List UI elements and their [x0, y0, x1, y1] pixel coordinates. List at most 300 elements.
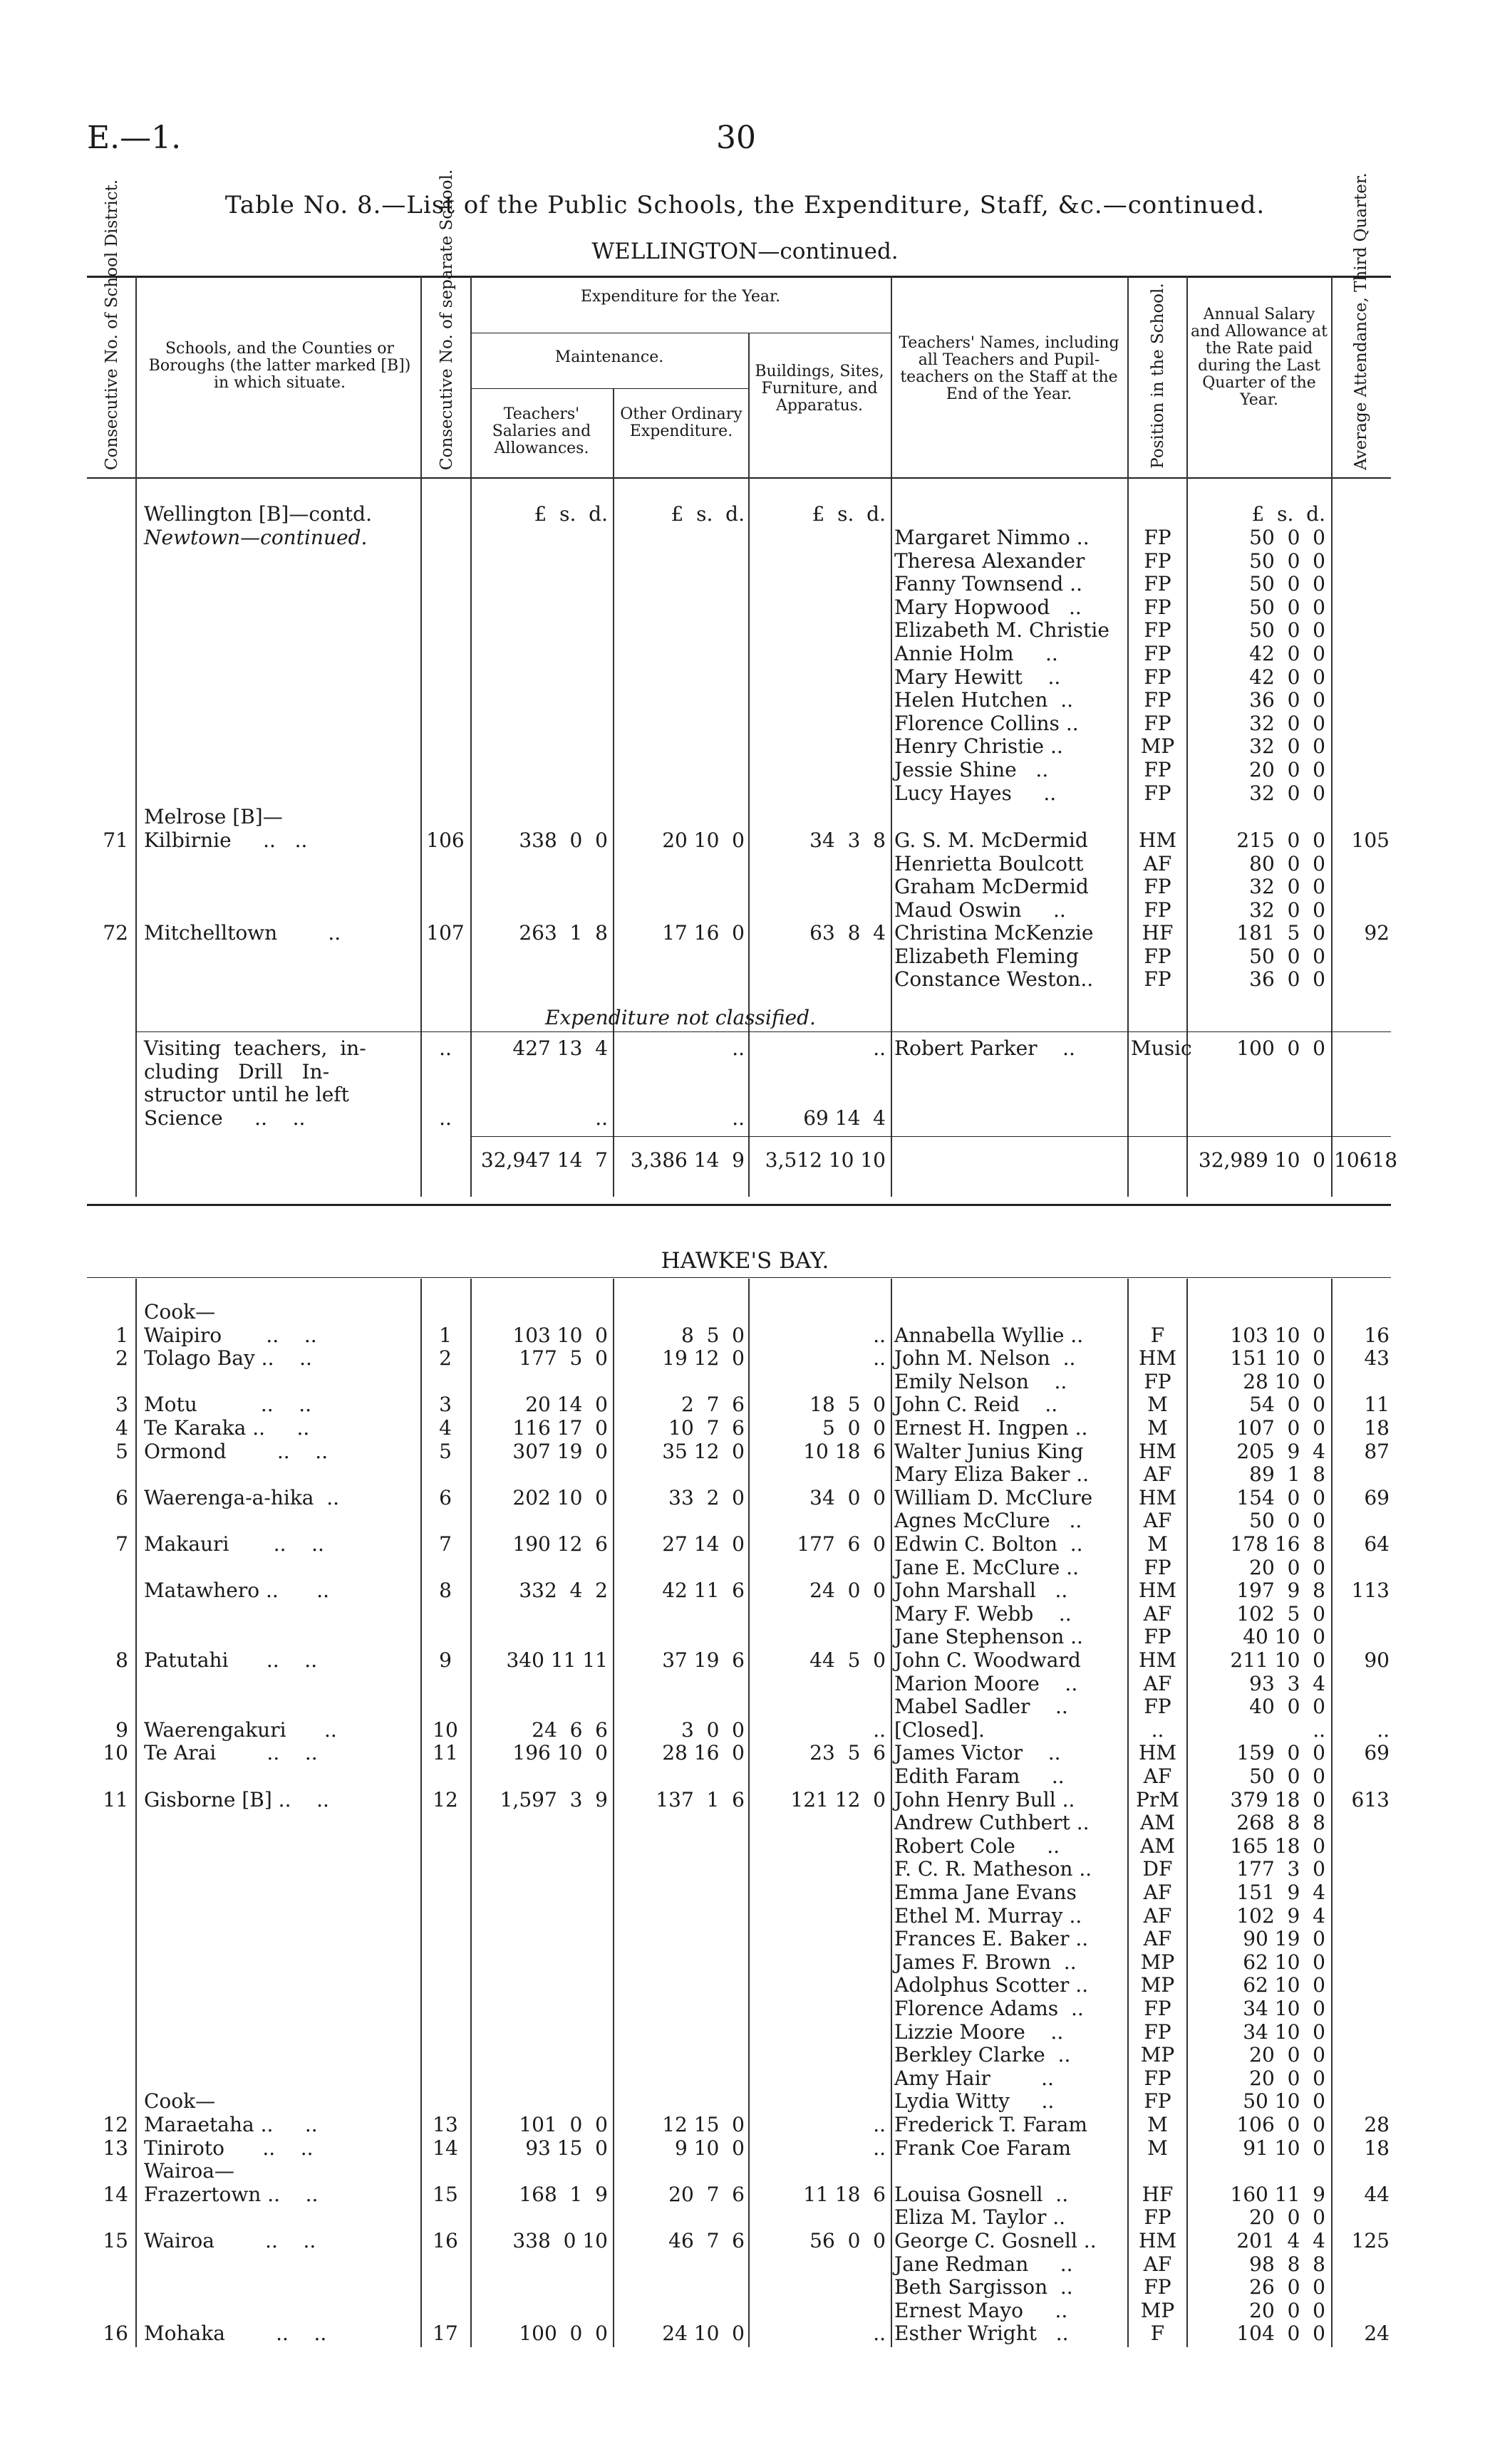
- teacher-position: MP: [1140, 2043, 1175, 2067]
- teacher-salary: 32 0 0: [1249, 875, 1325, 899]
- region-hawkes-bay: HAWKE'S BAY.: [661, 1248, 829, 1274]
- teacher-position: FP: [1144, 2066, 1171, 2090]
- average-attendance: 87: [1364, 1439, 1390, 1463]
- teacher-salary: 32 0 0: [1249, 711, 1325, 735]
- teacher-salary: 20 0 0: [1249, 1555, 1325, 1579]
- teacher-salary: 102 5 0: [1236, 1601, 1325, 1626]
- teacher-position: HM: [1138, 828, 1177, 852]
- teacher-name: Emily Nelson ..: [894, 1369, 1067, 1393]
- teacher-salary: 80 0 0: [1249, 851, 1325, 875]
- totals-rule: [470, 1136, 1391, 1137]
- teacher-salary: 106 0 0: [1236, 2113, 1325, 2136]
- region-wellington: WELLINGTON—continued.: [591, 239, 899, 264]
- district-number: 13: [103, 2136, 128, 2160]
- buildings-amount: 18 5 0: [809, 1393, 886, 1417]
- other-expenditure: 9 10 0: [675, 2136, 745, 2160]
- salaries-amount: 340 11 11: [506, 1648, 608, 1672]
- other-expenditure: 35 12 0: [662, 1439, 745, 1463]
- teacher-name: John C. Reid ..: [894, 1393, 1058, 1417]
- teacher-name: Jane Redman ..: [894, 2252, 1073, 2276]
- teacher-salary: 107 0 0: [1236, 1416, 1325, 1440]
- salaries-amount: 177 5 0: [519, 1346, 608, 1371]
- unclassified-label: Expenditure not classified.: [545, 1006, 816, 1029]
- buildings-amount: 10 18 6: [803, 1439, 886, 1463]
- buildings-amount: 24 0 0: [809, 1579, 886, 1603]
- teacher-salary: 34 10 0: [1243, 2019, 1325, 2044]
- district-number: 8: [115, 1648, 128, 1672]
- teacher-position: FP: [1144, 1555, 1171, 1579]
- teacher-salary: 40 10 0: [1243, 1625, 1325, 1649]
- units-label: £ s. d.: [671, 502, 745, 526]
- buildings-amount: 23 5 6: [809, 1741, 886, 1765]
- salaries-amount: 116 17 0: [512, 1416, 608, 1440]
- teacher-salary: 154 0 0: [1236, 1485, 1325, 1509]
- other-expenditure: ..: [732, 1036, 745, 1060]
- col-divider: [1331, 276, 1333, 479]
- teacher-salary: 177 3 0: [1236, 1857, 1325, 1881]
- teacher-salary: 104 0 0: [1236, 2322, 1325, 2346]
- district-number: 9: [115, 1717, 128, 1742]
- teacher-name: Lizzie Moore ..: [894, 2019, 1064, 2044]
- header-buildings: Buildings, Sites, Furniture, and Apparatus.: [755, 363, 884, 415]
- header-bottom-rule: [87, 477, 1391, 479]
- school-number: ..: [439, 1106, 452, 1130]
- school-number: 106: [426, 828, 465, 852]
- teacher-salary: 62 10 0: [1243, 1950, 1325, 1974]
- average-attendance: 44: [1364, 2182, 1390, 2206]
- school-name: Patutahi .. ..: [144, 1648, 318, 1672]
- school-name: Maraetaha .. ..: [144, 2113, 318, 2136]
- teacher-position: AM: [1140, 1811, 1175, 1835]
- teacher-name: Lydia Witty ..: [894, 2089, 1055, 2114]
- teacher-salary: 268 8 8: [1236, 1811, 1325, 1835]
- teacher-name: Mary Hopwood ..: [894, 595, 1082, 619]
- teacher-position: AF: [1143, 851, 1172, 875]
- teacher-position: FP: [1144, 758, 1171, 781]
- buildings-amount: 44 5 0: [809, 1648, 886, 1672]
- average-attendance: 18: [1364, 1416, 1390, 1440]
- average-attendance: 11: [1364, 1393, 1390, 1417]
- teacher-salary: 42 0 0: [1249, 665, 1325, 689]
- teacher-name: Florence Adams ..: [894, 1997, 1084, 2020]
- col-divider: [420, 1279, 422, 2347]
- salaries-amount: 338 0 0: [519, 828, 608, 852]
- buildings-amount: 34 0 0: [809, 1485, 886, 1509]
- teacher-name: Frederick T. Faram: [894, 2113, 1087, 2136]
- teacher-position: FP: [1144, 688, 1171, 712]
- teacher-name: Esther Wright ..: [894, 2322, 1069, 2346]
- salaries-amount: 20 14 0: [525, 1393, 608, 1417]
- teacher-salary: 205 9 4: [1236, 1439, 1325, 1463]
- school-name: Te Arai .. ..: [144, 1741, 318, 1765]
- col-divider: [135, 479, 137, 1197]
- average-attendance: 69: [1364, 1485, 1390, 1509]
- district-number: 16: [103, 2322, 128, 2346]
- teacher-name: Helen Hutchen ..: [894, 688, 1074, 712]
- average-attendance: 16: [1364, 1323, 1390, 1347]
- other-expenditure: 137 1 6: [656, 1787, 745, 1811]
- school-name: Mitchelltown ..: [144, 921, 341, 945]
- section-end-rule: [87, 1204, 1391, 1206]
- teacher-salary: 36 0 0: [1249, 688, 1325, 712]
- teacher-position: FP: [1144, 781, 1171, 805]
- teacher-position: MP: [1140, 1950, 1175, 1974]
- teacher-name: Henry Christie ..: [894, 734, 1063, 759]
- school-name: Waerenga-a-hika ..: [144, 1485, 340, 1509]
- school-number: 5: [439, 1439, 452, 1463]
- school-number: 17: [433, 2322, 458, 2346]
- teacher-salary: 50 0 0: [1249, 549, 1325, 573]
- header-school-no: Consecutive No. of separate School.: [438, 169, 456, 470]
- header-top-rule: [87, 276, 1391, 278]
- teacher-salary: 211 10 0: [1230, 1648, 1325, 1672]
- teacher-name: Mary F. Webb ..: [894, 1601, 1072, 1626]
- buildings-amount: ..: [873, 1323, 886, 1347]
- school-name: Waipiro .. ..: [144, 1323, 317, 1347]
- teacher-name: Mary Hewitt ..: [894, 665, 1061, 689]
- col-divider: [1127, 479, 1129, 1197]
- teacher-name: Robert Cole ..: [894, 1834, 1060, 1858]
- teacher-position: FP: [1144, 898, 1171, 922]
- maintenance-rule: [470, 388, 748, 389]
- teacher-salary: 178 16 8: [1230, 1532, 1325, 1556]
- teacher-salary: 102 9 4: [1236, 1903, 1325, 1928]
- teacher-name: Robert Parker ..: [894, 1036, 1075, 1060]
- header-teachers: Teachers' Names, including all Teachers and Pupil-teachers on the Staff at the End of the Year.: [899, 334, 1119, 403]
- teacher-salary: 89 1 8: [1249, 1462, 1325, 1487]
- col-divider: [420, 276, 422, 479]
- teacher-position: MP: [1140, 1973, 1175, 1997]
- district-number: 4: [115, 1416, 128, 1440]
- district-number: 7: [115, 1532, 128, 1556]
- school-number: ..: [439, 1036, 452, 1060]
- buildings-amount: ..: [873, 1036, 886, 1060]
- total-other: 3,386 14 9: [630, 1148, 745, 1172]
- teacher-position: AM: [1140, 1834, 1175, 1858]
- salaries-amount: 100 0 0: [519, 2322, 608, 2346]
- school-name: Wairoa—: [144, 2159, 234, 2183]
- school-number: 4: [439, 1416, 452, 1440]
- school-number: 15: [433, 2182, 458, 2206]
- teacher-salary: 197 9 8: [1236, 1579, 1325, 1603]
- teacher-position: FP: [1144, 549, 1171, 573]
- district-number: 11: [103, 1787, 128, 1811]
- teacher-name: Jane Stephenson ..: [894, 1625, 1083, 1649]
- buildings-amount: ..: [873, 1346, 886, 1371]
- header-schools: Schools, and the Counties or Boroughs (the latter marked [B]) in which situate.: [148, 340, 411, 392]
- other-expenditure: 33 2 0: [668, 1485, 745, 1509]
- other-expenditure: 17 16 0: [662, 921, 745, 945]
- col-divider: [613, 1279, 614, 2347]
- buildings-amount: 56 0 0: [809, 2229, 886, 2252]
- buildings-amount: 121 12 0: [790, 1787, 886, 1811]
- teacher-position: M: [1147, 1393, 1168, 1417]
- teacher-name: Marion Moore ..: [894, 1671, 1078, 1695]
- teacher-name: Graham McDermid: [894, 875, 1089, 899]
- teacher-position: HM: [1138, 2229, 1177, 2252]
- salaries-amount: 307 19 0: [512, 1439, 608, 1463]
- district-number: 2: [115, 1346, 128, 1371]
- header-attendance: Average Attendance, Third Quarter.: [1352, 172, 1370, 470]
- teacher-position: FP: [1144, 526, 1171, 549]
- teacher-salary: 36 0 0: [1249, 967, 1325, 992]
- teacher-name: Ethel M. Murray ..: [894, 1903, 1082, 1928]
- school-number: 3: [439, 1393, 452, 1417]
- teacher-salary: 50 0 0: [1249, 1764, 1325, 1788]
- header-expenditure: Expenditure for the Year.: [580, 288, 781, 306]
- teacher-salary: 32 0 0: [1249, 781, 1325, 805]
- school-number: 6: [439, 1485, 452, 1509]
- teacher-position: FP: [1144, 711, 1171, 735]
- teacher-position: FP: [1144, 875, 1171, 899]
- buildings-amount: ..: [873, 2136, 886, 2160]
- col-divider: [470, 276, 472, 479]
- school-name: Matawhero .. ..: [144, 1579, 330, 1603]
- average-attendance: 125: [1351, 2229, 1390, 2252]
- header-annual-salary: Annual Salary and Allowance at the Rate paid during the Last Quarter of the Year.: [1191, 306, 1328, 409]
- salaries-amount: 93 15 0: [525, 2136, 608, 2160]
- teacher-name: Fanny Townsend ..: [894, 572, 1082, 596]
- header-maintenance: Maintenance.: [554, 348, 664, 366]
- col-divider: [1331, 479, 1333, 1197]
- buildings-amount: 5 0 0: [822, 1416, 886, 1440]
- teacher-position: FP: [1144, 1369, 1171, 1393]
- col-divider: [748, 333, 750, 479]
- average-attendance: 613: [1351, 1787, 1390, 1811]
- school-number: 16: [433, 2229, 458, 2252]
- teacher-position: DF: [1142, 1857, 1173, 1881]
- teacher-position: AF: [1143, 1764, 1172, 1788]
- teacher-salary: 201 4 4: [1236, 2229, 1325, 2252]
- col-divider: [1331, 1279, 1333, 2347]
- salaries-amount: 24 6 6: [532, 1717, 608, 1742]
- teacher-position: AF: [1143, 1462, 1172, 1487]
- teacher-name: William D. McClure: [894, 1485, 1093, 1509]
- units-label: £ s. d.: [812, 502, 886, 526]
- teacher-position: HF: [1142, 2182, 1174, 2206]
- average-attendance: 43: [1364, 1346, 1390, 1371]
- table-title: Table No. 8.—List of the Public Schools, the Expenditure, Staff, &c.—continued.: [224, 191, 1266, 219]
- col-divider: [470, 1279, 472, 2347]
- teacher-name: Henrietta Boulcott: [894, 851, 1084, 875]
- salaries-amount: 101 0 0: [519, 2113, 608, 2136]
- teacher-position: FP: [1144, 2275, 1171, 2299]
- teacher-position: FP: [1144, 665, 1171, 689]
- school-name: Gisborne [B] .. ..: [144, 1787, 329, 1811]
- teacher-position: PrM: [1136, 1787, 1179, 1811]
- district-number: 10: [103, 1741, 128, 1765]
- teacher-salary: 181 5 0: [1236, 921, 1325, 945]
- total-annual-salary: 32,989 10 0: [1198, 1148, 1325, 1172]
- teacher-position: HM: [1138, 1485, 1177, 1509]
- teacher-position: AF: [1143, 1671, 1172, 1695]
- science-label: Science .. ..: [144, 1106, 306, 1130]
- col-divider: [420, 479, 422, 1197]
- col-divider: [470, 479, 472, 1197]
- teacher-salary: 91 10 0: [1243, 2136, 1325, 2160]
- teacher-salary: 50 0 0: [1249, 526, 1325, 549]
- teacher-salary: 103 10 0: [1230, 1323, 1325, 1347]
- teacher-salary: 90 19 0: [1243, 1927, 1325, 1951]
- col-divider: [1186, 479, 1188, 1197]
- header-other: Other Ordinary Expenditure.: [620, 405, 743, 440]
- teacher-name: Jane E. McClure ..: [894, 1555, 1080, 1579]
- teacher-salary: 50 0 0: [1249, 1509, 1325, 1533]
- teacher-salary: 93 3 4: [1249, 1671, 1325, 1695]
- school-name: Mohaka .. ..: [144, 2322, 327, 2346]
- school-heading: Melrose [B]—: [144, 805, 283, 828]
- school-name: Waerengakuri ..: [144, 1717, 337, 1742]
- teacher-position: FP: [1144, 2019, 1171, 2044]
- buildings-amount: 63 8 4: [809, 921, 886, 945]
- teacher-position: AF: [1143, 1601, 1172, 1626]
- school-number: 8: [439, 1579, 452, 1603]
- col-divider: [891, 276, 892, 479]
- teacher-position: FP: [1144, 944, 1171, 968]
- teacher-name: Constance Weston..: [894, 967, 1094, 992]
- teacher-position: FP: [1144, 1625, 1171, 1649]
- salaries-amount: ..: [595, 1106, 608, 1130]
- school-number: 10: [433, 1717, 458, 1742]
- other-expenditure: 46 7 6: [668, 2229, 745, 2252]
- teacher-position: FP: [1144, 642, 1171, 665]
- teacher-salary: 62 10 0: [1243, 1973, 1325, 1997]
- teacher-position: FP: [1144, 967, 1171, 992]
- average-attendance: 18: [1364, 2136, 1390, 2160]
- page-series: E.—1.: [87, 120, 182, 156]
- teacher-salary: 159 0 0: [1236, 1741, 1325, 1765]
- teacher-name: Annie Holm ..: [894, 642, 1058, 665]
- col-divider: [613, 479, 614, 1197]
- teacher-name: Edith Faram ..: [894, 1764, 1065, 1788]
- district-number: 71: [103, 828, 128, 852]
- col-divider: [135, 276, 137, 479]
- other-expenditure: 24 10 0: [662, 2322, 745, 2346]
- teacher-salary: 54 0 0: [1249, 1393, 1325, 1417]
- school-name: Frazertown .. ..: [144, 2182, 319, 2206]
- school-heading: Wellington [B]—contd.: [144, 502, 373, 526]
- teacher-name: Mabel Sadler ..: [894, 1695, 1068, 1719]
- teacher-salary: 32 0 0: [1249, 898, 1325, 922]
- total-attendance: 10618: [1334, 1148, 1398, 1172]
- average-attendance: 24: [1364, 2322, 1390, 2346]
- teacher-position: AF: [1143, 1927, 1172, 1951]
- teacher-name: Jessie Shine ..: [894, 758, 1049, 781]
- other-expenditure: 20 7 6: [668, 2182, 745, 2206]
- teacher-salary: 50 0 0: [1249, 572, 1325, 596]
- teacher-position: FP: [1144, 2205, 1171, 2230]
- school-number: 13: [433, 2113, 458, 2136]
- school-number: 1: [439, 1323, 452, 1347]
- teacher-position: F: [1150, 1323, 1165, 1347]
- teacher-salary: 151 10 0: [1230, 1346, 1325, 1371]
- teacher-salary: 26 0 0: [1249, 2275, 1325, 2299]
- teacher-position: M: [1147, 2136, 1168, 2160]
- col-divider: [135, 1279, 137, 2347]
- buildings-amount: 11 18 6: [803, 2182, 886, 2206]
- average-attendance: 105: [1351, 828, 1390, 852]
- teacher-position: FP: [1144, 595, 1171, 619]
- teacher-position: FP: [1144, 1997, 1171, 2020]
- col-divider: [891, 1279, 892, 2347]
- teacher-name: Margaret Nimmo ..: [894, 526, 1090, 549]
- school-name: Kilbirnie .. ..: [144, 828, 308, 852]
- teacher-name: Agnes McClure ..: [894, 1509, 1082, 1533]
- salaries-amount: 332 4 2: [519, 1579, 608, 1603]
- buildings-amount: 177 6 0: [797, 1532, 886, 1556]
- other-expenditure: 3 0 0: [681, 1717, 745, 1742]
- teacher-salary: 50 10 0: [1243, 2089, 1325, 2114]
- teacher-name: Emma Jane Evans: [894, 1881, 1077, 1904]
- teacher-position: MP: [1140, 2298, 1175, 2322]
- other-expenditure: 2 7 6: [681, 1393, 745, 1417]
- teacher-position: HM: [1138, 1439, 1177, 1463]
- teacher-name: Adolphus Scotter ..: [894, 1973, 1089, 1997]
- teacher-position: FP: [1144, 1695, 1171, 1719]
- teacher-position: FP: [1144, 618, 1171, 643]
- district-number: 6: [115, 1485, 128, 1509]
- teacher-name: Beth Sargisson ..: [894, 2275, 1073, 2299]
- teacher-name: Walter Junius King: [894, 1439, 1084, 1463]
- school-number: 2: [439, 1346, 452, 1371]
- teacher-name: Louisa Gosnell ..: [894, 2182, 1069, 2206]
- other-expenditure: 42 11 6: [662, 1579, 745, 1603]
- header-position: Position in the School.: [1149, 283, 1167, 469]
- teacher-position: HF: [1142, 921, 1174, 945]
- teacher-name: Theresa Alexander: [894, 549, 1085, 573]
- teacher-position: AF: [1143, 2252, 1172, 2276]
- teacher-position: ..: [1151, 1717, 1164, 1742]
- school-name: Motu .. ..: [144, 1393, 312, 1417]
- teacher-salary: 50 0 0: [1249, 595, 1325, 619]
- total-salaries: 32,947 14 7: [480, 1148, 608, 1172]
- teacher-name: Andrew Cuthbert ..: [894, 1811, 1090, 1835]
- teacher-name: Lucy Hayes ..: [894, 781, 1057, 805]
- other-expenditure: 12 15 0: [662, 2113, 745, 2136]
- teacher-position: MP: [1140, 734, 1175, 759]
- teacher-position: AF: [1143, 1509, 1172, 1533]
- teacher-salary: 160 11 9: [1230, 2182, 1325, 2206]
- visiting-teachers-label: Visiting teachers, in-: [144, 1036, 366, 1060]
- teacher-name: Mary Eliza Baker ..: [894, 1462, 1090, 1487]
- average-attendance: 92: [1364, 921, 1390, 945]
- average-attendance: 113: [1351, 1579, 1390, 1603]
- other-expenditure: 8 5 0: [681, 1323, 745, 1347]
- school-number: 107: [426, 921, 465, 945]
- teacher-name: Annabella Wyllie ..: [894, 1323, 1084, 1347]
- teacher-salary: 151 9 4: [1236, 1881, 1325, 1904]
- other-expenditure: 20 10 0: [662, 828, 745, 852]
- visiting-teachers-label: cluding Drill In-: [144, 1059, 330, 1083]
- average-attendance: 69: [1364, 1741, 1390, 1765]
- school-number: 12: [433, 1787, 458, 1811]
- teacher-position: M: [1147, 1532, 1168, 1556]
- teacher-salary: 28 10 0: [1243, 1369, 1325, 1393]
- teacher-name: G. S. M. McDermid: [894, 828, 1088, 852]
- teacher-name: John C. Woodward: [894, 1648, 1081, 1672]
- teacher-salary: 379 18 0: [1230, 1787, 1325, 1811]
- district-number: 15: [103, 2229, 128, 2252]
- header-salaries: Teachers' Salaries and Allowances.: [492, 405, 591, 457]
- col-divider: [748, 479, 750, 1197]
- salaries-amount: 103 10 0: [512, 1323, 608, 1347]
- total-buildings: 3,512 10 10: [765, 1148, 886, 1172]
- teacher-salary: 20 0 0: [1249, 2066, 1325, 2090]
- teacher-name: Edwin C. Bolton ..: [894, 1532, 1083, 1556]
- salaries-amount: 338 0 10: [512, 2229, 608, 2252]
- teacher-name: John Marshall ..: [894, 1579, 1068, 1603]
- teacher-name: Christina McKenzie: [894, 921, 1094, 945]
